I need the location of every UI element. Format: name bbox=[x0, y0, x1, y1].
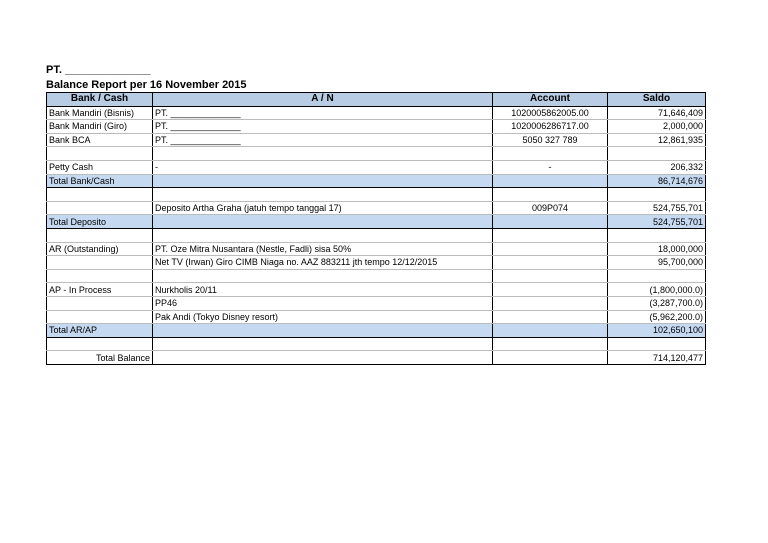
cell-c1 bbox=[47, 310, 153, 324]
grand-total-value: 714,120,477 bbox=[608, 351, 706, 365]
cell-c2: Nurkholis 20/11 bbox=[153, 283, 493, 297]
cell-c3: - bbox=[493, 160, 608, 174]
cell-c2 bbox=[153, 188, 493, 202]
cell-c2 bbox=[153, 228, 493, 242]
cell-c4: (3,287,700.0) bbox=[608, 296, 706, 310]
cell-c3 bbox=[493, 351, 608, 365]
cell-c1 bbox=[47, 337, 153, 351]
column-header-account: Account bbox=[493, 93, 608, 107]
cell-c4 bbox=[608, 188, 706, 202]
cell-c2: PT. ______________ bbox=[153, 120, 493, 134]
cell-c4: (5,962,200.0) bbox=[608, 310, 706, 324]
cell-c2 bbox=[153, 269, 493, 283]
cell-c4: 2,000,000 bbox=[608, 120, 706, 134]
table-row bbox=[47, 256, 706, 270]
cell-c3 bbox=[493, 188, 608, 202]
cell-c3 bbox=[493, 269, 608, 283]
column-header-bank-cash: Bank / Cash bbox=[47, 93, 153, 107]
cell-c4: (1,800,000.0) bbox=[608, 283, 706, 297]
cell-c3: 5050 327 789 bbox=[493, 133, 608, 147]
table-row bbox=[47, 160, 706, 174]
cell-c3 bbox=[493, 174, 608, 188]
cell-c2 bbox=[153, 324, 493, 338]
table-body bbox=[47, 106, 706, 364]
cell-c3 bbox=[493, 296, 608, 310]
total-row bbox=[47, 324, 706, 338]
table-row bbox=[47, 310, 706, 324]
cell-c1: AR (Outstanding) bbox=[47, 242, 153, 256]
grand-total-label: Total Balance bbox=[47, 351, 153, 365]
cell-c1: Total AR/AP bbox=[47, 324, 153, 338]
table-row bbox=[47, 296, 706, 310]
cell-c1 bbox=[47, 256, 153, 270]
cell-c4: 18,000,000 bbox=[608, 242, 706, 256]
header-row bbox=[47, 93, 706, 107]
grand-total-row bbox=[47, 351, 706, 365]
cell-c3 bbox=[493, 283, 608, 297]
cell-c2 bbox=[153, 337, 493, 351]
column-header-saldo: Saldo bbox=[608, 93, 706, 107]
cell-c3: 1020006286717.00 bbox=[493, 120, 608, 134]
cell-c2: PT. ______________ bbox=[153, 133, 493, 147]
table-row bbox=[47, 120, 706, 134]
table-row bbox=[47, 269, 706, 283]
cell-c4 bbox=[608, 228, 706, 242]
cell-c1: Total Bank/Cash bbox=[47, 174, 153, 188]
cell-c1 bbox=[47, 147, 153, 161]
table-row bbox=[47, 283, 706, 297]
table-row bbox=[47, 188, 706, 202]
cell-c2: Pak Andi (Tokyo Disney resort) bbox=[153, 310, 493, 324]
cell-c2: Net TV (Irwan) Giro CIMB Niaga no. AAZ 883211 jth tempo 12/12/2015 bbox=[153, 256, 493, 270]
cell-c1: Bank Mandiri (Bisnis) bbox=[47, 106, 153, 120]
cell-c3 bbox=[493, 147, 608, 161]
cell-c1: Total Deposito bbox=[47, 215, 153, 229]
table-row bbox=[47, 337, 706, 351]
total-row bbox=[47, 215, 706, 229]
cell-c4: 86,714,676 bbox=[608, 174, 706, 188]
table-row bbox=[47, 106, 706, 120]
cell-c3: 009P074 bbox=[493, 201, 608, 215]
cell-c1: Bank Mandiri (Giro) bbox=[47, 120, 153, 134]
cell-c2 bbox=[153, 147, 493, 161]
cell-c1 bbox=[47, 228, 153, 242]
report-title: Balance Report per 16 November 2015 bbox=[46, 79, 247, 91]
total-row bbox=[47, 174, 706, 188]
cell-c1 bbox=[47, 201, 153, 215]
company-name: PT. ______________ bbox=[46, 64, 151, 76]
column-header-an: A / N bbox=[153, 93, 493, 107]
cell-c4: 12,861,935 bbox=[608, 133, 706, 147]
cell-c3 bbox=[493, 215, 608, 229]
cell-c2: Deposito Artha Graha (jatuh tempo tanggal 17) bbox=[153, 201, 493, 215]
cell-c2 bbox=[153, 215, 493, 229]
cell-c2 bbox=[153, 351, 493, 365]
table-row bbox=[47, 133, 706, 147]
cell-c4 bbox=[608, 147, 706, 161]
cell-c4: 206,332 bbox=[608, 160, 706, 174]
cell-c4: 95,700,000 bbox=[608, 256, 706, 270]
balance-table bbox=[46, 92, 706, 365]
table-row bbox=[47, 228, 706, 242]
cell-c1: AP - In Process bbox=[47, 283, 153, 297]
cell-c4: 71,646,409 bbox=[608, 106, 706, 120]
cell-c2: PT. ______________ bbox=[153, 106, 493, 120]
cell-c3 bbox=[493, 228, 608, 242]
cell-c2: PT. Oze Mitra Nusantara (Nestle, Fadli) sisa 50% bbox=[153, 242, 493, 256]
cell-c1 bbox=[47, 188, 153, 202]
cell-c3 bbox=[493, 256, 608, 270]
cell-c2: - bbox=[153, 160, 493, 174]
cell-c4 bbox=[608, 337, 706, 351]
cell-c3 bbox=[493, 324, 608, 338]
table-row bbox=[47, 242, 706, 256]
cell-c4: 524,755,701 bbox=[608, 215, 706, 229]
cell-c1: Bank BCA bbox=[47, 133, 153, 147]
cell-c4: 102,650,100 bbox=[608, 324, 706, 338]
cell-c2 bbox=[153, 174, 493, 188]
cell-c3: 1020005862005.00 bbox=[493, 106, 608, 120]
cell-c3 bbox=[493, 337, 608, 351]
cell-c4 bbox=[608, 269, 706, 283]
cell-c1 bbox=[47, 296, 153, 310]
cell-c3 bbox=[493, 310, 608, 324]
cell-c1: Petty Cash bbox=[47, 160, 153, 174]
table-row bbox=[47, 147, 706, 161]
cell-c3 bbox=[493, 242, 608, 256]
cell-c1 bbox=[47, 269, 153, 283]
table-row bbox=[47, 201, 706, 215]
cell-c4: 524,755,701 bbox=[608, 201, 706, 215]
cell-c2: PP46 bbox=[153, 296, 493, 310]
